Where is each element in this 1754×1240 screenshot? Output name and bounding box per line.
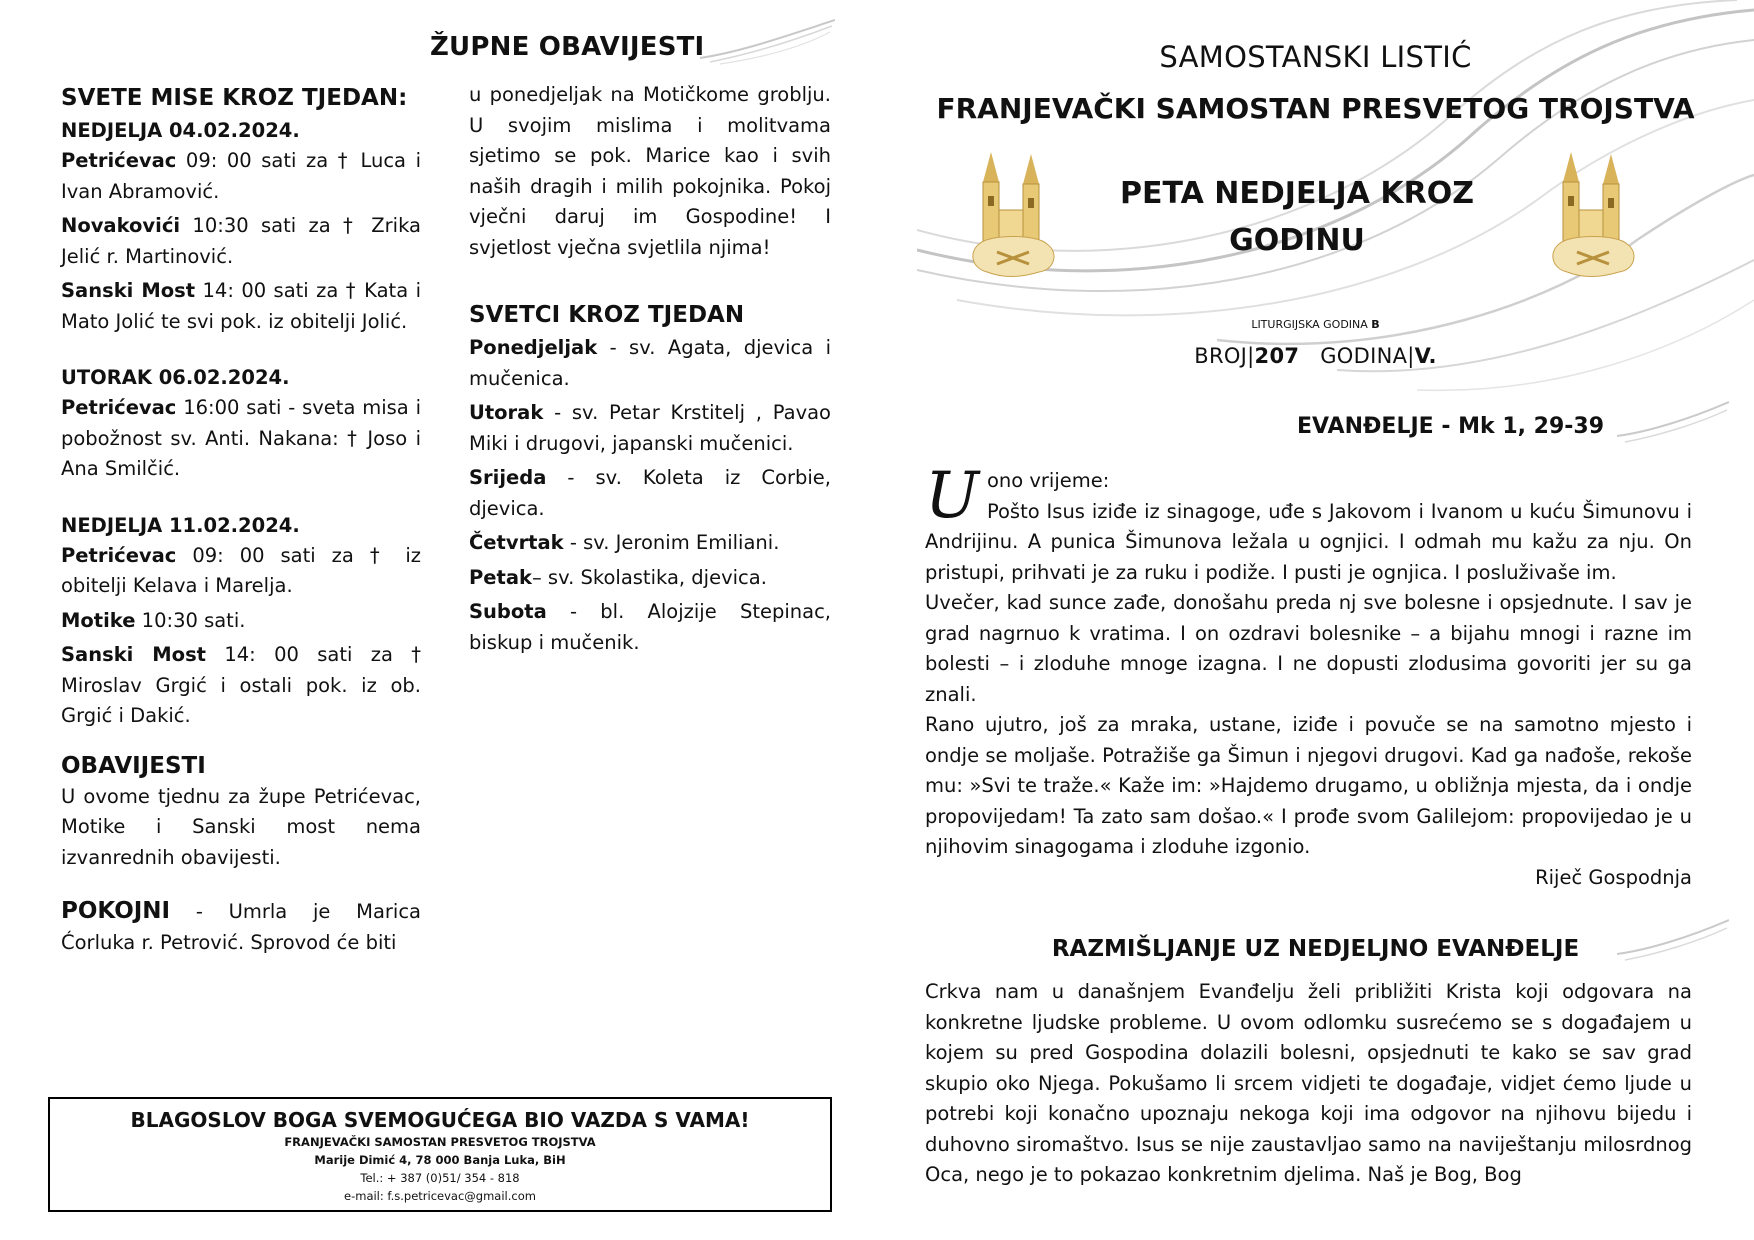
notices-heading: OBAVIJESTI (61, 752, 206, 779)
masses-heading: SVETE MISE KROZ TJEDAN: (61, 85, 408, 111)
mass-place: Petrićevac (61, 543, 177, 567)
mass-entry (61, 211, 421, 272)
saint-day: Subota (469, 600, 547, 623)
saint-day: Ponedjeljak (469, 336, 598, 359)
mass-text: 14: 00 sati za † Kata i Mato Jolić te svi pok. iz obitelji Jolić. (61, 279, 421, 333)
saint-text: – sv. Skolastika, djevica. (531, 565, 767, 589)
mass-place: Novakovići (61, 214, 181, 237)
gospel-text (925, 459, 1692, 893)
liturgical-year (877, 318, 1754, 331)
church-icon (1549, 152, 1637, 278)
year-value: V. (1414, 344, 1437, 368)
reflection-text: Crkva nam u današnjem Evanđelju želi približiti Krista koji odgovara na konkretne ljudske probleme. U ovom odlomku susrećemo se s događajem u kojem su pred Gospodina dolazili bolesni, opsjednuti te kako se sav grad skupio oko Njega. Pokušamo li srcem vidjeti te događaje, vidjet ćemo ljude u potrebi koji konačno upoznaju nekoga koji ima odgovor na njihovu bijedu i duhovno siromaštvo. Isus se nije zaustavljao samo na naviještanju milosrdnog Oca, nego je to pokazao konkretnim djelima. Naš je Bog, Bog (925, 980, 1692, 1186)
issue-label: BROJ| (1194, 344, 1255, 368)
footer-phone: Tel.: + 387 (0)51/ 354 - 818 (360, 1171, 520, 1185)
deceased-text: - Umrla je Marica Ćorluka r. Petrović. Sprovod će biti (61, 900, 421, 954)
mass-place: Motike (61, 608, 136, 632)
gospel-dropcap: U (925, 459, 979, 533)
deceased-heading: POKOJNI (61, 898, 171, 924)
saint-text: - sv. Agata, djevica i mučenica. (469, 336, 831, 390)
mass-entry (61, 541, 421, 602)
issue-number: 207 (1254, 344, 1300, 368)
saint-text: - sv. Petar Krstitelj , Pavao Miki i drugovi, japanski mučenici. (469, 401, 831, 455)
mass-place: Petrićevac (61, 396, 177, 419)
footer-email: e-mail: f.s.petricevac@gmail.com (344, 1189, 536, 1203)
sunday-line-1: PETA NEDJELJA KROZ (1120, 176, 1474, 211)
gospel-heading: EVANĐELJE - Mk 1, 29-39 (1297, 414, 1605, 439)
mass-day-date: UTORAK 06.02.2024. (61, 366, 290, 389)
footer-blessing: BLAGOSLOV BOGA SVEMOGUĆEGA BIO VAZDA S VAMA! (130, 1108, 750, 1132)
mass-text: 14: 00 sati za † Miroslav Grgić i ostali pok. iz ob. Grgić i Dakić. (61, 643, 422, 727)
saint-text: - sv. Jeronim Emiliani. (563, 531, 780, 554)
mass-place: Sanski Most (61, 643, 207, 666)
lit-year-label: LITURGIJSKA GODINA (1251, 318, 1372, 331)
mass-day-date: NEDJELJA 04.02.2024. (61, 119, 300, 142)
footer-org: FRANJEVAČKI SAMOSTAN PRESVETOG TROJSTVA (284, 1135, 596, 1149)
saint-item (469, 563, 831, 594)
saint-item (469, 398, 831, 459)
notices-text: U ovome tjednu za župe Petrićevac, Motike i Sanski most nema izvanrednih obavijesti. (61, 784, 421, 869)
masses-column (61, 82, 421, 958)
saints-column (469, 80, 831, 662)
mass-entry (61, 606, 421, 637)
year-label: GODINA| (1320, 344, 1415, 368)
section-title: ŽUPNE OBAVIJESTI (430, 32, 705, 62)
mass-entry (61, 640, 421, 732)
mass-entry (61, 276, 421, 337)
saint-day: Četvrtak (469, 531, 564, 554)
swirl-decoration (700, 18, 835, 66)
header-small: SAMOSTANSKI LISTIĆ (1159, 40, 1472, 74)
gospel-paragraph: Pošto Isus iziđe iz sinagoge, uđe s Jakovom i Ivanom u kuću Šimunovu i Andrijinu. A punica Šimunova ležala u ognjici. I odmah mu kažu za nju. On pristupi, prihvati je za ruku i podiže. I pusti je ognjica. I posluživaše im. (925, 499, 1692, 584)
footer-box (48, 1097, 832, 1212)
gospel-paragraph: Uvečer, kad sunce zađe, donošahu preda nj sve bolesne i opsjednute. I sav je grad nagrnuo k vratima. I on ozdravi bolesnike – a bijahu mnogi i razne im bolesti – i zloduhe mnoge izagna. I ne dopusti zlodusima govoriti jer su ga znali. (925, 591, 1692, 706)
mass-place: Petrićevac (61, 149, 177, 172)
saints-heading: SVETCI KROZ TJEDAN (469, 302, 745, 328)
mass-entry (61, 393, 421, 485)
gospel-closing: Riječ Gospodnja (1535, 865, 1692, 889)
mass-text: 09: 00 sati za † Luca i Ivan Abramović. (61, 149, 421, 203)
mass-text: 16:00 sati - sveta misa i pobožnost sv. Anti. Nakana: † Joso i Ana Smilčić. (61, 396, 421, 480)
deceased-continued: u ponedjeljak na Motičkome groblju. U svojim mislima i molitvama sjetimo se pok. Marice kao i svih naših dragih i milih pokojnika. Pokoj vječni daruj im Gospodine! I svjetlost vječna svjetlila njima! (469, 83, 831, 259)
saint-item (469, 528, 831, 559)
lit-year-value: B (1371, 318, 1380, 331)
footer-address: Marije Dimić 4, 78 000 Banja Luka, BiH (314, 1153, 566, 1167)
issue-line (877, 344, 1754, 368)
sunday-line-2: GODINU (1229, 223, 1365, 258)
reflection-heading: RAZMIŠLJANJE UZ NEDJELJNO EVANĐELJE (1051, 936, 1580, 962)
saint-text: - sv. Koleta iz Corbie, djevica. (469, 466, 831, 520)
sunday-title (1117, 170, 1477, 264)
saint-item (469, 597, 831, 658)
saint-day: Utorak (469, 401, 544, 424)
saint-day: Petak (469, 565, 532, 589)
header-main: FRANJEVAČKI SAMOSTAN PRESVETOG TROJSTVA (936, 92, 1695, 125)
saint-item (469, 463, 831, 524)
mass-text: 10:30 sati. (135, 608, 246, 632)
mass-entry (61, 146, 421, 207)
deceased-notice (61, 895, 421, 958)
mass-day-date: NEDJELJA 11.02.2024. (61, 513, 300, 537)
mass-text: 10:30 sati za † Zrika Jelić r. Martinović. (61, 214, 421, 268)
swirl-decoration (1617, 400, 1729, 448)
saint-item (469, 333, 831, 394)
saint-text: - bl. Alojzije Stepinac, biskup i mučenik. (469, 600, 831, 654)
church-icon (969, 152, 1057, 278)
mass-place: Sanski Most (61, 279, 196, 302)
mass-text: 09: 00 sati za † iz obitelji Kelava i Marelja. (61, 543, 421, 597)
saint-day: Srijeda (469, 466, 547, 489)
right-page (877, 0, 1754, 1240)
gospel-paragraph: Rano ujutro, još za mraka, ustane, iziđe i povuče se na samotno mjesto i ondje se moljaše. Potražiše ga Šimun i njegovi drugovi. Kad ga nađoše, rekoše mu: »Svi te traže.« Kaže im: »Hajdemo drugamo, u obližnja mjesta, da i ondje propovijedam! Ta zato sam došao.« I prođe svom Galilejom: propovijedao je u njihovim sinagogama i zloduhe izgonio. (925, 713, 1692, 858)
gospel-first: ono vrijeme: (986, 469, 1110, 492)
